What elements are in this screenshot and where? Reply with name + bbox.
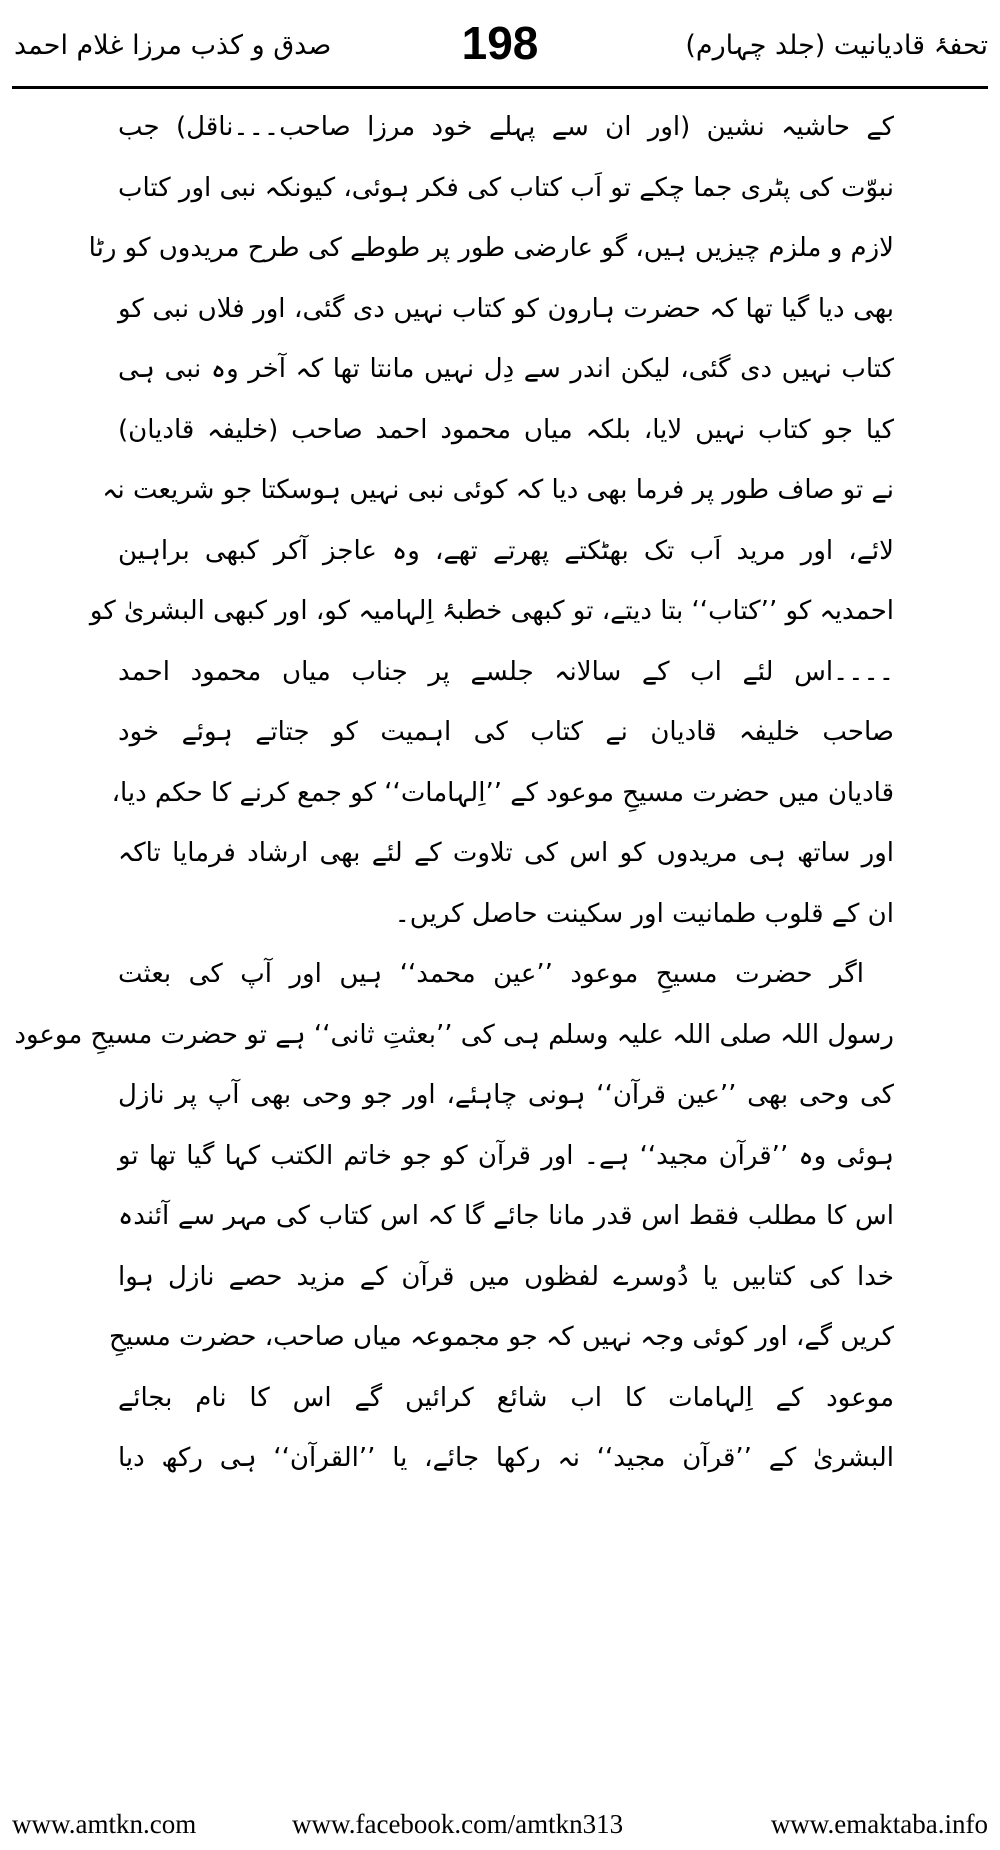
text-line: کریں گے، اور کوئی وجہ نہیں کہ جو مجموعہ میاں صاحب، حضرت مسیحِ <box>109 1322 894 1352</box>
text-line: کی وحی بھی ’’عین قرآن‘‘ ہونی چاہئے، اور جو وحی بھی آپ پر نازل <box>118 1080 894 1110</box>
text-line: احمدیہ کو ’’کتاب‘‘ بتا دیتے، تو کبھی خطبۂ اِلہامیہ کو، اور کبھی البشریٰ کو <box>89 596 894 626</box>
page-footer <box>0 1805 1000 1845</box>
text-line: نبوّت کی پٹری جما چکے تو اَب کتاب کی فکر ہوئی، کیونکہ نبی اور کتاب <box>118 172 894 203</box>
text-line: اس کا مطلب فقط اس قدر مانا جائے گا کہ اس کتاب کی مہر سے آئندہ <box>118 1201 894 1231</box>
text-line: خدا کی کتابیں یا دُوسرے لفظوں میں قرآن کے مزید حصے نازل ہوا <box>118 1261 894 1292</box>
header-divider <box>12 86 988 89</box>
text-line: لازم و ملزم چیزیں ہیں، گو عارضی طور پر طوطے کی طرح مریدوں کو رٹا <box>88 233 894 263</box>
text-line: کے حاشیہ نشین (اور ان سے پہلے خود مرزا صاحب۔۔۔ناقل) جب <box>118 112 894 142</box>
page-number: 198 <box>461 17 539 69</box>
text-line: کتاب نہیں دی گئی، لیکن اندر سے دِل نہیں مانتا تھا کہ آخر وہ نبی ہی <box>118 354 894 384</box>
text-line: کیا جو کتاب نہیں لایا، بلکہ میاں محمود احمد صاحب (خلیفہ قادیان) <box>118 414 894 445</box>
text-line: بھی دیا گیا تھا کہ حضرت ہارون کو کتاب نہیں دی گئی، اور فلاں نبی کو <box>118 293 894 324</box>
text-line: ہوئی وہ ’’قرآن مجید‘‘ ہے۔ اور قرآن کو جو خاتم الکتب کہا گیا تھا تو <box>118 1140 894 1171</box>
body-text <box>14 97 894 1489</box>
text-line: صاحب خلیفہ قادیان نے کتاب کی اہمیت کو جتاتے ہوئے خود <box>118 717 894 747</box>
text-line: موعود کے اِلہامات کا اب شائع کرائیں گے اس کا نام بجائے <box>118 1382 894 1413</box>
footer-link-emaktaba[interactable]: www.emaktaba.info <box>770 1809 988 1839</box>
chapter-title: صدق و کذب مرزا غلام احمد <box>14 30 332 61</box>
text-line: ۔۔۔۔اس لئے اب کے سالانہ جلسے پر جناب میاں محمود احمد <box>118 656 894 687</box>
book-title: تحفۂ قادیانیت (جلد چہارم) <box>685 30 988 61</box>
paragraph-start-line: اگر حضرت مسیحِ موعود ’’عین محمد‘‘ ہیں اور آپ کی بعثت <box>118 959 864 989</box>
page-header <box>0 10 1000 80</box>
paragraph-end-line: ان کے قلوب طمانیت اور سکینت حاصل کریں۔ <box>394 898 894 929</box>
text-line: البشریٰ کے ’’قرآن مجید‘‘ نہ رکھا جائے، یا ’’القرآن‘‘ ہی رکھ دیا <box>118 1443 894 1473</box>
footer-link-amtkn[interactable]: www.amtkn.com <box>12 1809 197 1839</box>
text-line: نے تو صاف طور پر فرما بھی دیا کہ کوئی نبی نہیں ہوسکتا جو شریعت نہ <box>102 475 894 505</box>
text-line: قادیان میں حضرت مسیحِ موعود کے ’’اِلہامات‘‘ کو جمع کرنے کا حکم دیا، <box>111 777 894 808</box>
text-line: رسول اللہ صلی اللہ علیہ وسلم ہی کی ’’بعثتِ ثانی‘‘ ہے تو حضرت مسیحِ موعود <box>14 1019 894 1050</box>
footer-link-facebook[interactable]: www.facebook.com/amtkn313 <box>292 1809 624 1839</box>
text-line: اور ساتھ ہی مریدوں کو اس کی تلاوت کے لئے بھی ارشاد فرمایا تاکہ <box>118 838 894 868</box>
text-line: لائے، اور مرید اَب تک بھٹکتے پھرتے تھے، وہ عاجز آکر کبھی براہین <box>118 535 894 566</box>
